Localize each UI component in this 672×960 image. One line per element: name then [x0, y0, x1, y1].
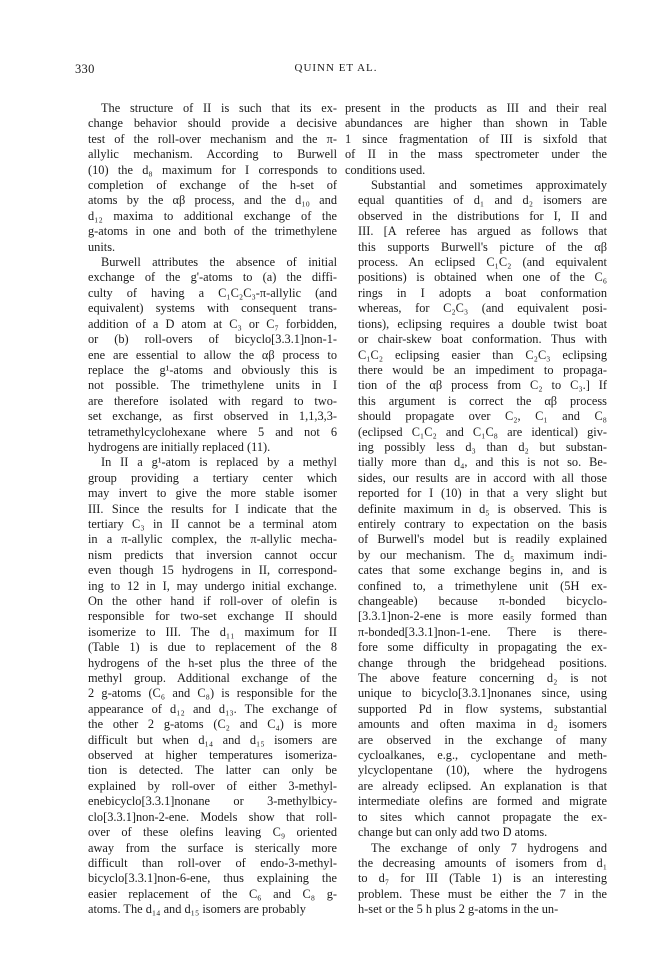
text-line: observed at higher temperatures isomeriza- [88, 748, 337, 763]
text-line: this argument is correct the αβ process [358, 393, 607, 408]
text-line: away from the surface is sterically more [88, 840, 337, 855]
text-line: this supports Burwell's picture of the αβ [358, 239, 607, 254]
text-line: responsible for two-set exchange II should [88, 609, 337, 624]
text-line: of II in the mass spectrometer under the [345, 147, 607, 162]
text-line: C₁C₂ eclipsing easier than C₂C₃ eclipsing [358, 347, 607, 362]
text-line: or chair-skew boat conformation. Thus with [358, 332, 607, 347]
text-line: in a π-allylic complex, the π-allylic mecha- [88, 532, 337, 547]
text-line: amounts and often maxima in d₂ isomers [358, 717, 607, 732]
text-line: g-atoms in one and both of the trimethylene [88, 224, 337, 239]
text-line: clo[3.3.1]non-2-ene. Models show that roll- [88, 809, 337, 824]
text-line: In II a g¹-atom is replaced by a methyl [101, 455, 337, 470]
text-line: should propagate over C₂, C₁ and C₈ [358, 409, 607, 424]
text-line: The structure of II is such that its ex- [101, 101, 337, 115]
text-line: cycloalkanes, e.g., cyclopentane and meth- [358, 748, 607, 763]
text-line: intermediate olefins are formed and migrate [358, 794, 607, 809]
text-line: III. [A referee has argued as follows that [358, 224, 607, 239]
text-line: change but can only add two D atoms. [358, 825, 548, 840]
text-line: conditions used. [345, 162, 426, 177]
text-line: h-set or the 5 h plus 2 g-atoms in the un- [358, 902, 559, 917]
text-line: tertiary C₃ in II cannot be a terminal atom [88, 516, 337, 531]
text-line: hydrogens are initially replaced (11). [88, 439, 271, 454]
text-line: hydrogens of the h-set plus the three of the [88, 655, 337, 670]
text-line: present in the products as III and their real [345, 101, 607, 115]
text-line: [3.3.1]non-2-ene is more easily formed than [358, 609, 607, 624]
text-line: by our mechanism. The d₅ maximum indi- [358, 547, 607, 562]
text-line: equivalent) systems with consequent trans- [88, 301, 337, 316]
text-line: tion of the αβ process from C₂ to C₃.] If [358, 378, 607, 393]
text-line: tions), eclipsing requires a double twist boat [358, 316, 607, 331]
text-line: tetramethylcyclohexane where 5 and not 6 [88, 424, 337, 439]
text-line: units. [88, 239, 116, 254]
text-line: abundances are higher than shown in Table [345, 116, 607, 131]
text-line: are observed in the exchange of many [358, 732, 607, 747]
text-line: appearance of d₁₂ and d₁₃. The exchange of [88, 701, 337, 716]
text-line: tially more than d₄, and this is not so. Be- [358, 455, 607, 470]
text-line: Burwell attributes the absence of initial [101, 255, 337, 270]
text-line: reported for I (10) in that a very slight but [358, 486, 607, 501]
text-line: tion is detected. The latter can only be [88, 763, 337, 778]
text-line: ing to 12 in I, may undergo initial exchange. [88, 578, 337, 593]
text-line: Substantial and sometimes approximately [371, 178, 607, 193]
text-line: explained by roll-over of either 3-methyl- [88, 778, 337, 793]
text-line: ylcyclopentane (10), where the hydrogens [358, 763, 607, 778]
text-line: atoms by the αβ process, and the d₁₀ and [88, 193, 337, 208]
text-line: cates that some exchange begins in, and is [358, 563, 607, 578]
text-line: d₁₂ maxima to additional exchange of the [88, 208, 337, 223]
text-line: unique to bicyclo[3.3.1]nonanes since, using [358, 686, 607, 701]
text-line: over of these olefins leaving C₉ oriented [88, 825, 337, 840]
text-line: even though 15 hydrogens in II, correspond- [88, 563, 337, 578]
text-line: methyl group. Additional exchange of the [88, 671, 337, 686]
text-line: easier replacement of the C₆ and C₈ g- [88, 886, 337, 901]
text-line: problem. These must be either the 7 in the [358, 886, 607, 901]
running-title: QUINN ET AL. [294, 62, 378, 74]
text-line: isomerize to III. The d₁₁ maximum for II [88, 624, 337, 639]
text-line: π-bonded[3.3.1]non-1-ene. There is there- [358, 624, 607, 639]
text-line: the other 2 g-atoms (C₂ and C₄) is more [88, 717, 337, 732]
text-line: change through the bridgehead positions. [358, 655, 607, 670]
text-line: nism predicts that inversion cannot occur [88, 547, 337, 562]
paragraph [345, 178, 607, 840]
text-line: equal quantities of d₁ and d₂ isomers are [358, 193, 607, 208]
paragraph [75, 455, 337, 917]
text-line: enebicyclo[3.3.1]nonane or 3-methylbicy- [88, 794, 337, 809]
text-line: III. Since the results for I indicate that the [88, 501, 337, 516]
text-line: to sites which cannot propagate the ex- [358, 809, 607, 824]
text-line: confined to, a trimethylene unit (5H ex- [358, 578, 607, 593]
text-line: entirely contrary to expectation on the basis [358, 516, 607, 531]
text-line: difficult than roll-over of endo-3-methyl- [88, 855, 337, 870]
text-line: (10) the d₈ maximum for I corresponds to [88, 162, 337, 177]
text-line: the decreasing amounts of isomers from d₁ [358, 855, 607, 870]
text-line: difficult but when d₁₄ and d₁₅ isomers are [88, 732, 337, 747]
paragraph [75, 101, 337, 255]
text-line: sides, our results are in accord with all those [358, 470, 607, 485]
text-line: positions) is obtained when one of the C₆ [358, 270, 607, 285]
text-line: bicyclo[3.3.1]non-6-ene, thus explaining the [88, 871, 337, 886]
text-line: exchange of the g'-atoms to (a) the diffi- [88, 270, 337, 285]
text-line: there would be an impediment to propaga- [358, 362, 607, 377]
text-line: definite maximum in d₅ is observed. This is [358, 501, 607, 516]
text-line: to d₇ for III (Table 1) is an interesting [358, 871, 607, 886]
text-line: process. An eclipsed C₁C₂ (and equivalent [358, 255, 607, 270]
text-line: not possible. The trimethylene units in I [88, 378, 337, 393]
text-line: rings in I adopts a boat conformation [358, 285, 607, 300]
text-line: 2 g-atoms (C₆ and C₈) is responsible for the [88, 686, 337, 701]
text-line: fore some difficulty in propagating the ex- [358, 640, 607, 655]
text-line: are therefore isolated with regard to two- [88, 393, 337, 408]
paragraph [75, 255, 337, 455]
text-line: observed in the distributions for I, II and [358, 208, 607, 223]
text-line: of Burwell's model but is readily explained [358, 532, 607, 547]
right-column [345, 101, 607, 918]
text-line: or (b) roll-overs of bicyclo[3.3.1]non-1- [88, 332, 337, 347]
text-line: (Table 1) is due to replacement of the 8 [88, 640, 337, 655]
text-line: atoms. The d₁₄ and d₁₅ isomers are probably [88, 902, 306, 917]
paragraph [345, 841, 607, 918]
text-line: change behavior should provide a decisive [88, 116, 337, 131]
text-line: are already eclipsed. An explanation is that [358, 778, 607, 793]
running-header [75, 62, 597, 82]
paragraph [345, 101, 607, 178]
text-line: allylic mechanism. According to Burwell [88, 147, 337, 162]
text-line: On the other hand if roll-over of olefin is [88, 594, 337, 608]
text-line: ene are essential to allow the αβ process to [88, 347, 337, 362]
page-number: 330 [75, 62, 95, 76]
text-line: 1 since fragmentation of III is sixfold that [345, 131, 607, 146]
text-line: whereas, for C₂C₃ (and equivalent posi- [358, 301, 607, 316]
text-line: ing possibly less d₃ than d₂ but substan- [358, 439, 607, 454]
text-line: changeable) because π-bonded bicyclo- [358, 594, 607, 608]
text-line: The exchange of only 7 hydrogens and [371, 840, 607, 855]
text-line: supported Pd in flow systems, substantial [358, 701, 607, 716]
text-line: culty of having a C₁C₂C₃-π-allylic (and [88, 285, 337, 300]
text-line: (eclipsed C₁C₂ and C₁C₈ are identical) giv- [358, 424, 607, 439]
text-line: test of the roll-over mechanism and the π- [88, 131, 337, 146]
text-line: may invert to give the more stable isomer [88, 486, 337, 501]
text-line: The above feature concerning d₂ is not [358, 671, 607, 686]
text-line: addition of a D atom at C₃ or C₇ forbidden, [88, 316, 337, 331]
text-line: group providing a tertiary center which [88, 470, 337, 485]
text-line: replace the g¹-atoms and obviously this is [88, 362, 337, 377]
text-line: set exchange, as first observed in 1,1,3,3- [88, 409, 337, 424]
left-column [75, 101, 337, 918]
text-line: completion of exchange of the h-set of [88, 178, 337, 193]
